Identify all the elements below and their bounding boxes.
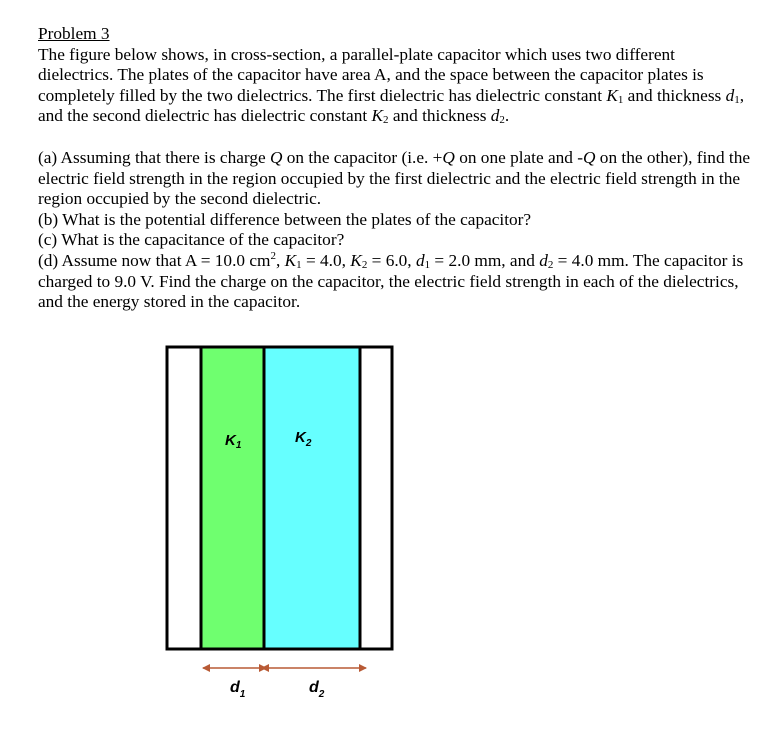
dielectric-2-region <box>264 347 360 649</box>
problem-heading: Problem 3 <box>38 24 110 43</box>
left-plate <box>167 347 201 649</box>
label-k2: $K_2$ <box>295 429 312 449</box>
label-k1: $K_1$ <box>225 432 242 451</box>
question-d: (d) Assume now that A = 10.0 $cm^2$, $K_1 = 4.0$, $K_2 = 6.0$, $d_1 = 2.0$ mm, and $d_2 = 4.0$ mm. The capacitor is charged to 9.0 V. Find the charge on the capacitor, the electric field strength in each of the dielectrics, and the energy stored in the capacitor. <box>38 249 744 312</box>
label-d2: $d_2$ <box>309 679 325 700</box>
right-plate <box>360 347 392 649</box>
question-b: (b) What is the potential difference between the plates of the capacitor? <box>38 209 532 229</box>
question-c: (c) What is the capacitance of the capacitor? <box>38 230 345 250</box>
question-a: (a) Assuming that there is charge Q on the capacitor (i.e. +Q on one plate and -Q on the other), find the electric field strength in the region occupied by the first dielectric and the electric field strength in the region occupied by the second dielectric. <box>38 147 751 209</box>
label-d1: $d_1$ <box>230 679 246 700</box>
problem-intro: The figure below shows, in cross-section, a parallel-plate capacitor which uses two different dielectrics. The plates of the capacitor have area A, and the space between the capacitor plates is completely filled by the two dielectrics. The first dielectric has dielectric constant $K_1$ and thickness $d_1$, and the second dielectric has dielectric constant $K_2$ and thickness $d_2$. <box>38 44 745 127</box>
dielectric-1-region <box>201 347 264 649</box>
